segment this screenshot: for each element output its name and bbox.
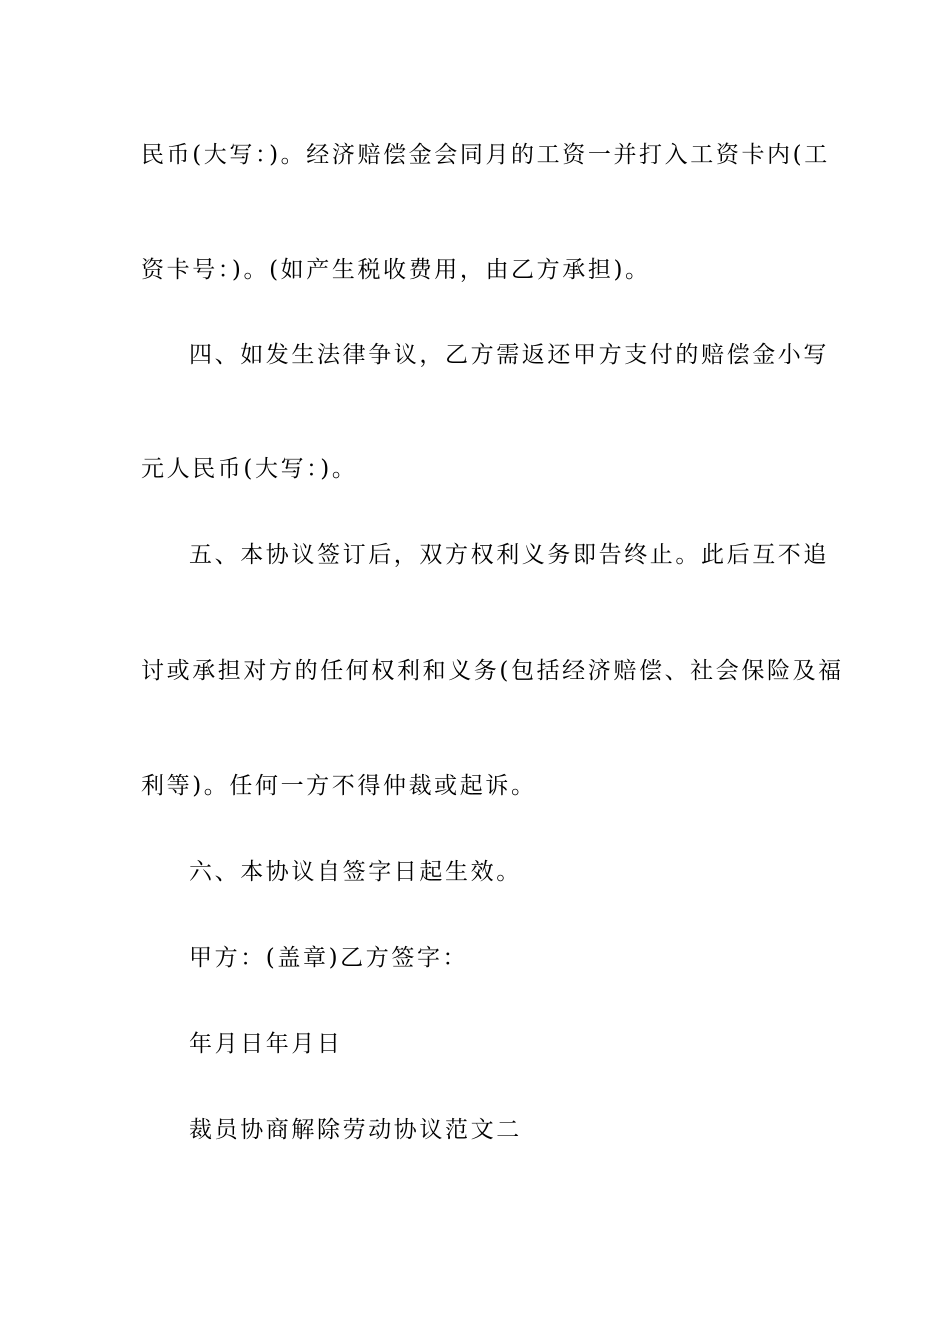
clause-six-line: 六、本协议自签字日起生效。 — [189, 859, 522, 885]
paragraph-line: 民币(大写：)。经济赔偿金会同月的工资一并打入工资卡内(工 — [141, 142, 830, 168]
clause-five-line: 五、本协议签订后，双方权利义务即告终止。此后互不追 — [189, 542, 829, 568]
clause-four-line: 四、如发生法律争议，乙方需返还甲方支付的赔偿金小写 — [189, 342, 829, 368]
paragraph-line: 资卡号：)。(如产生税收费用，由乙方承担)。 — [141, 257, 651, 283]
paragraph-line: 讨或承担对方的任何权利和义务(包括经济赔偿、社会保险及福 — [141, 658, 844, 684]
paragraph-line: 元人民币(大写：)。 — [141, 456, 358, 482]
paragraph-line: 利等)。任何一方不得仲裁或起诉。 — [141, 773, 537, 799]
date-line: 年月日年月日 — [189, 1031, 343, 1057]
section-title: 裁员协商解除劳动协议范文二 — [189, 1117, 522, 1143]
signature-line: 甲方：(盖章)乙方签字： — [189, 945, 469, 971]
